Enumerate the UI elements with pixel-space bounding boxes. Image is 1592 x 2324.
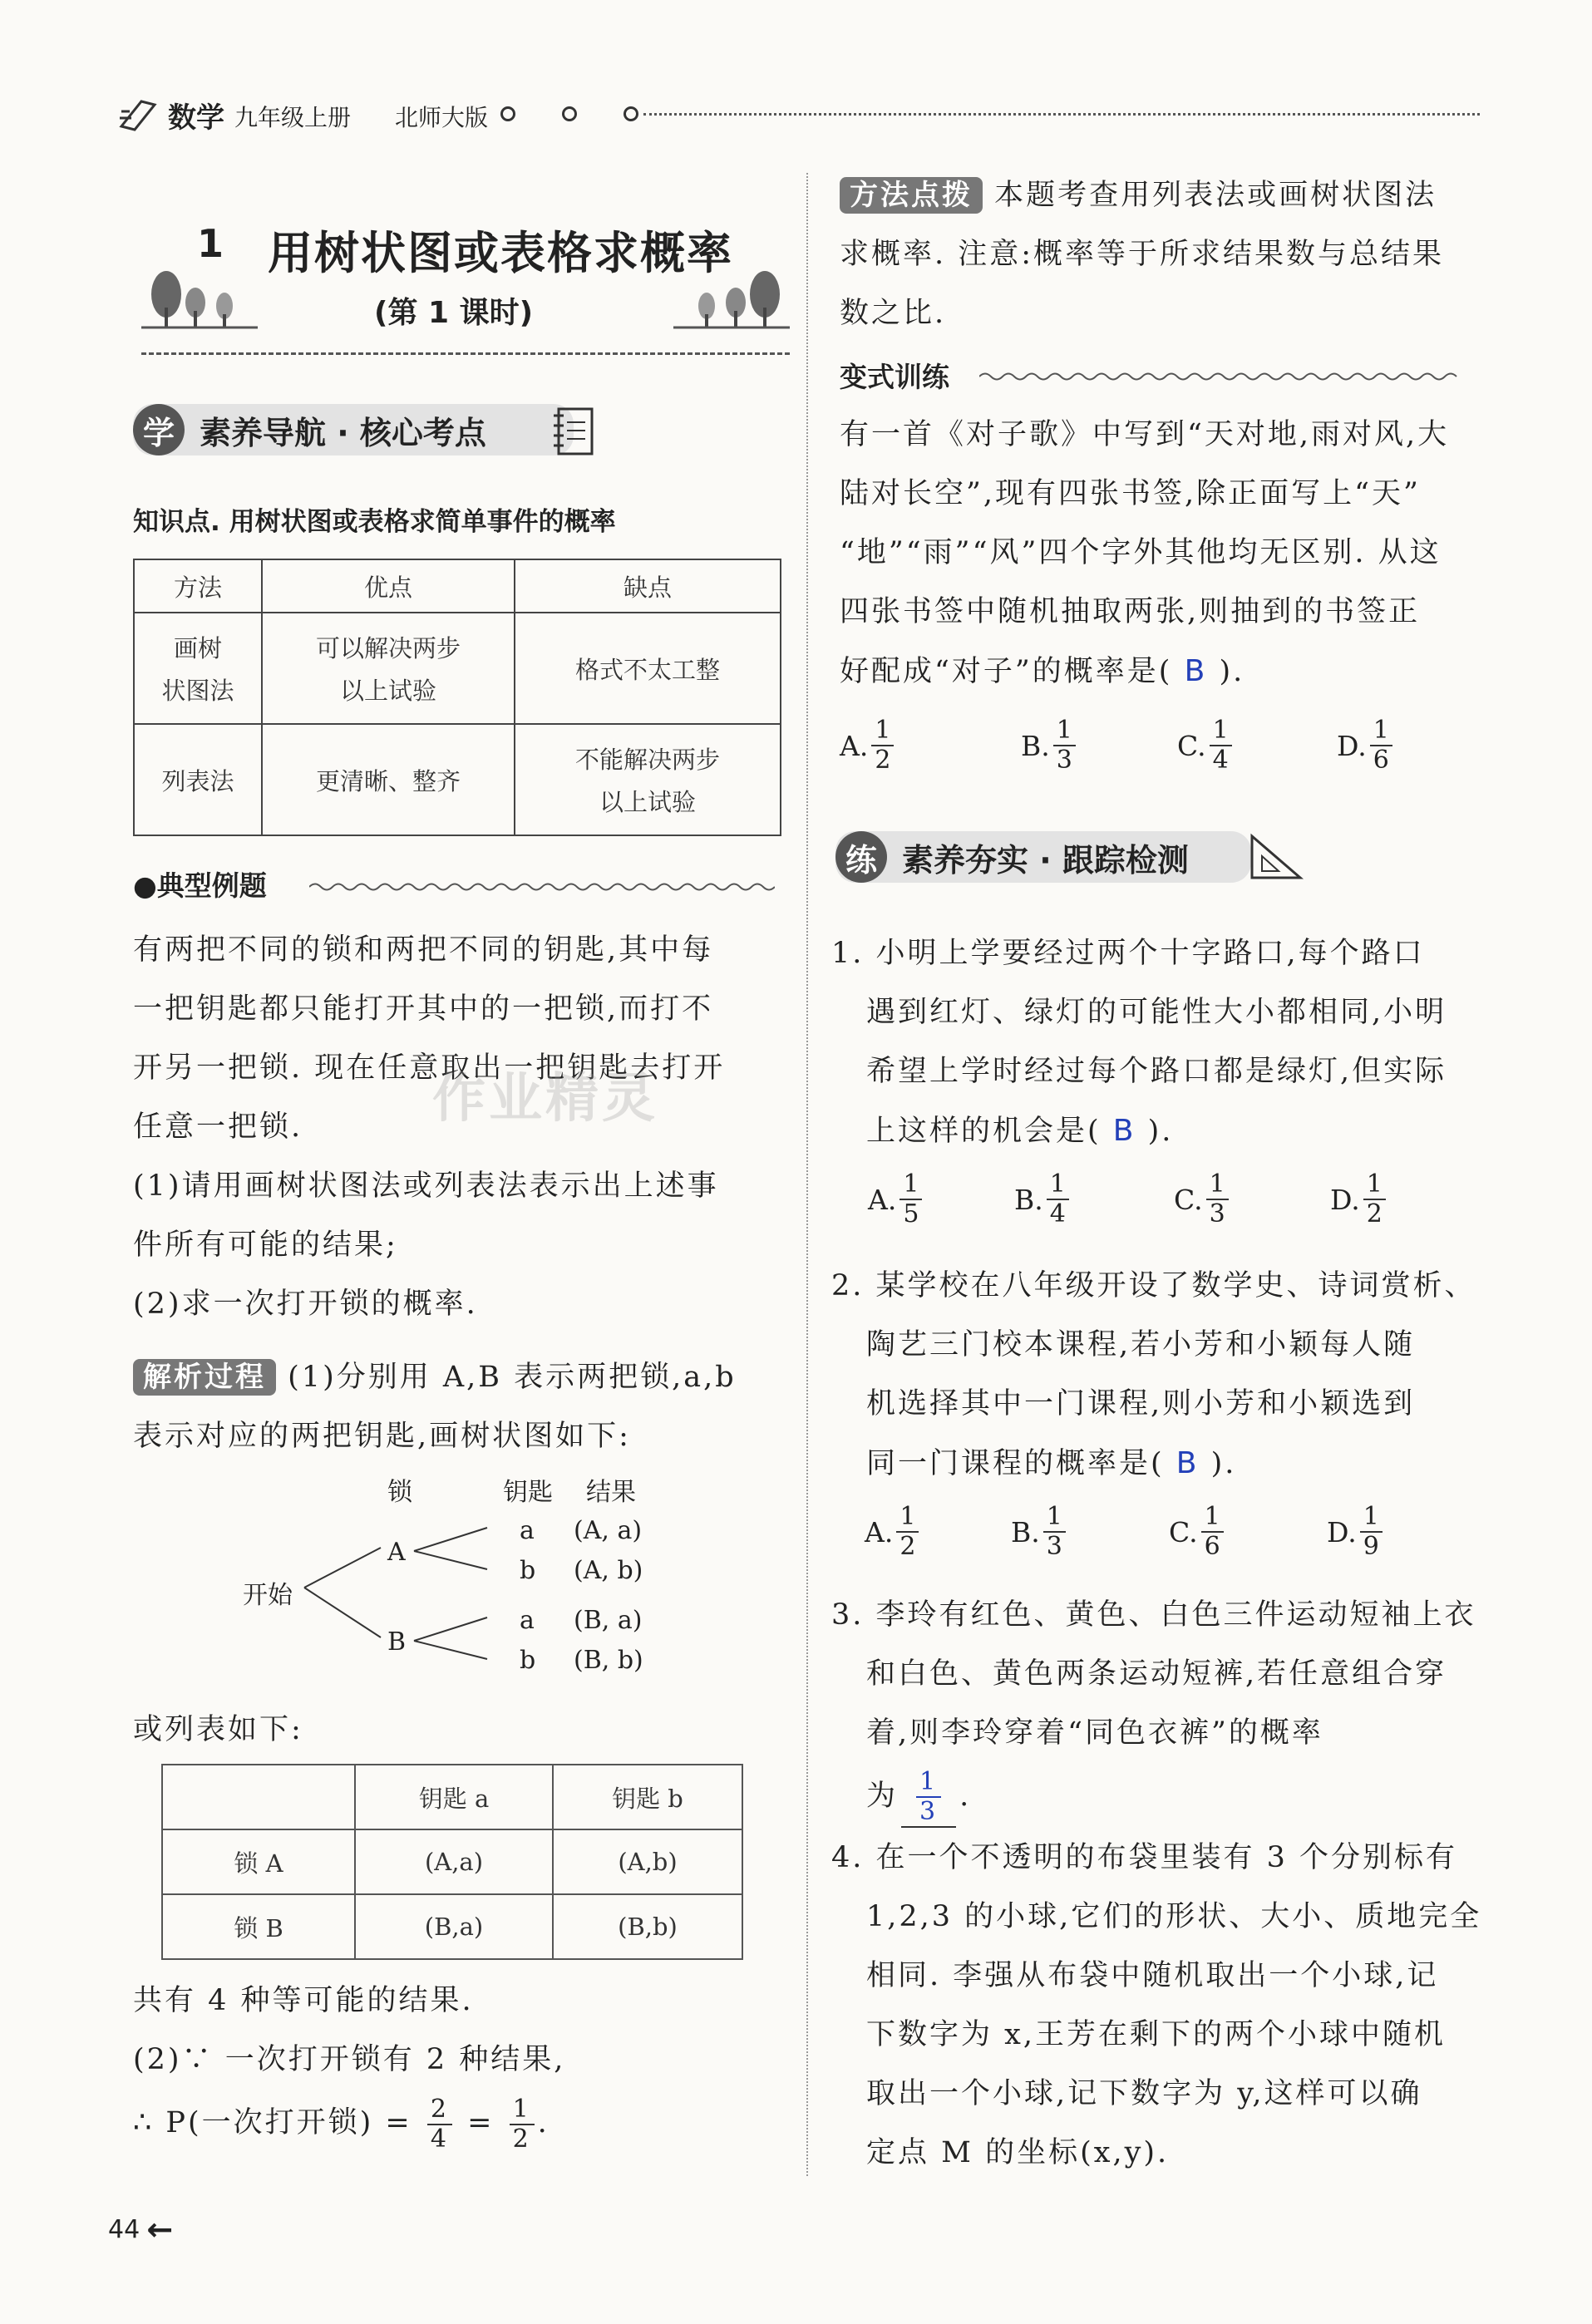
header-dot-icon — [562, 106, 577, 121]
section-label: 素养夯实 · 跟踪检测 — [902, 841, 1189, 879]
example-line: 开另一把锁. 现在任意取出一把钥匙去打开 — [133, 1051, 726, 1085]
tips-tag: 方法点拨 — [840, 177, 983, 214]
solution-block: 共有 4 种等可能的结果. (2)∵ 一次打开锁有 2 种结果, ∴ P(一次打开锁) = $\frac{2}{4}$ = $\frac{1}{2}$ . — [133, 1972, 790, 2156]
q1-options — [868, 1170, 1500, 1237]
analysis-block — [133, 1348, 790, 1466]
variant-heading: 变式训练 — [840, 361, 949, 393]
option: A. $\frac{1}{5}$ — [868, 1170, 925, 1228]
option: C. $\frac{1}{4}$ — [1177, 716, 1235, 775]
analysis-line: (1)分别用 A,B 表示两把锁,a,b — [288, 1361, 737, 1394]
option: D. $\frac{1}{2}$ — [1330, 1170, 1389, 1228]
lesson-period: (第 1 课时) — [374, 296, 534, 330]
tree-lock-b: B — [387, 1627, 407, 1657]
header-subject: 数学 — [168, 101, 224, 135]
table-header — [162, 1765, 355, 1829]
lesson-number: 1 — [197, 221, 224, 266]
table-header: 优点 — [262, 559, 515, 613]
example-line: (2)求一次打开锁的概率. — [133, 1288, 478, 1321]
table-header: 方法 — [134, 559, 262, 613]
example-line: 任意一把锁. — [133, 1110, 303, 1144]
example-line: (1)请用画树状图法或列表法表示出上述事 — [133, 1169, 719, 1203]
tree-key: a — [520, 1516, 535, 1545]
answer-text: B — [1184, 654, 1208, 688]
answer-text: B — [1176, 1446, 1200, 1480]
tree-result: (A, b) — [574, 1556, 643, 1585]
page-number: 44 — [108, 2214, 140, 2244]
tree-col-lock: 锁 — [387, 1478, 412, 1507]
tree-decoration-left-icon — [141, 264, 258, 334]
table-header: 钥匙 a — [355, 1765, 553, 1829]
tree-result: (B, b) — [574, 1646, 643, 1675]
example-line: 有两把不同的锁和两把不同的钥匙,其中每 — [133, 933, 714, 967]
solution-line: (2)∵ 一次打开锁有 2 种结果, — [133, 2043, 566, 2076]
question-2: 2. 某学校在八年级开设了数学史、诗词赏析、 陶艺三门校本课程,若小芳和小颖每人随 机选择其中一门课程,则小芳和小颖选到 同一门课程的概率是( B ). — [831, 1269, 1476, 1480]
example-heading: ●典型例题 — [133, 869, 267, 902]
section-label: 素养导航 · 核心考点 — [200, 414, 486, 451]
header-dot-icon — [623, 106, 638, 121]
wavy-rule — [979, 371, 1461, 382]
or-table-text: 或列表如下: — [133, 1713, 303, 1746]
footer — [108, 2211, 173, 2248]
analysis-line: 表示对应的两把钥匙,画树状图如下: — [133, 1420, 631, 1453]
header-edition: 北师大版 — [395, 104, 489, 131]
fraction: $\frac{2}{4}$ — [427, 2095, 452, 2154]
lesson-title: 用树状图或表格求概率 — [268, 227, 733, 279]
section-header-practice — [835, 831, 1251, 883]
header-dot-icon — [500, 106, 515, 121]
section-header-study — [133, 404, 574, 455]
q2-options — [865, 1503, 1496, 1569]
conclusion-text: ∴ P(一次打开锁) = — [133, 2106, 412, 2139]
solution-line: 共有 4 种等可能的结果. — [133, 1984, 474, 2017]
table-row: 锁 B (B,a) (B,b) — [162, 1894, 742, 1959]
result-table — [161, 1764, 743, 1960]
header-dotted-rule — [643, 113, 1480, 116]
tree-key: b — [520, 1556, 536, 1585]
arrow-left-icon: ← — [146, 2211, 174, 2248]
header — [116, 90, 1480, 140]
question-4: 4. 在一个不透明的布袋里装有 3 个分别标有 1,2,3 的小球,它们的形状、大小、质地完全 相同. 李强从布袋中随机取出一个小球,记 下数字为 x,王芳在剩下的两个小球中随机 取出一个小球,记下数字为 y,这样可以确 定点 M 的坐标(x,y). — [831, 1841, 1482, 2169]
header-grade: 九年级上册 — [234, 104, 352, 131]
tree-key: a — [520, 1606, 535, 1635]
table-row: 锁 A (A,a) (A,b) — [162, 1829, 742, 1894]
tree-diagram — [233, 1471, 698, 1704]
tree-result: (B, a) — [574, 1606, 643, 1635]
tree-col-result: 结果 — [586, 1478, 636, 1507]
option: B. $\frac{1}{3}$ — [1021, 716, 1079, 775]
option: C. $\frac{1}{3}$ — [1174, 1170, 1232, 1228]
tree-branches — [233, 1471, 698, 1704]
question-3: 3. 李玲有红色、黄色、白色三件运动短袖上衣 和白色、黄色两条运动短裤,若任意组合穿 着,则李玲穿着“同色衣裤”的概率 为 $\frac{1}{3}$ . — [831, 1598, 1476, 1826]
variant-body: 有一首《对子歌》中写到“天对地,雨对风,大 陆对长空”,现有四张书签,除正面写上“天” “地”“雨”“风”四个字外其他均无区别. 从这 四张书签中随机抽取两张,则抽到的书签正 好配成“对子”的概率是( B ). — [840, 418, 1450, 688]
notebook-icon — [549, 404, 599, 462]
knowledge-point: 知识点. 用树状图或表格求简单事件的概率 — [133, 507, 616, 537]
table-row: 画树 状图法 可以解决两步 以上试验 格式不太工整 — [134, 613, 781, 724]
variant-options — [840, 716, 1496, 783]
fraction: $\frac{1}{2}$ — [510, 2095, 535, 2154]
table-header: 钥匙 b — [553, 1765, 742, 1829]
tree-result: (A, a) — [574, 1516, 643, 1545]
option: B. $\frac{1}{3}$ — [1011, 1503, 1069, 1561]
example-line: 件所有可能的结果; — [133, 1228, 398, 1262]
answer-text: B — [1112, 1114, 1136, 1148]
triangle-ruler-icon — [1247, 831, 1305, 888]
wavy-rule — [309, 881, 775, 893]
option: A. $\frac{1}{2}$ — [865, 1503, 922, 1561]
example-line: 一把钥匙都只能打开其中的一把锁,而打不 — [133, 992, 714, 1026]
tips-block: 方法点拨 本题考查用列表法或画树状图法 求概率. 注意:概率等于所求结果数与总结果 数之比. — [840, 179, 1445, 330]
section-badge: 学 — [133, 404, 185, 455]
section-badge: 练 — [835, 831, 887, 883]
title-dashed-rule — [141, 352, 790, 355]
tree-root: 开始 — [243, 1581, 293, 1610]
tree-key: b — [520, 1646, 536, 1675]
method-table — [133, 559, 781, 836]
column-divider — [806, 173, 808, 2176]
analysis-tag: 解析过程 — [133, 1359, 276, 1396]
option: D. $\frac{1}{9}$ — [1327, 1503, 1386, 1561]
option: A. $\frac{1}{2}$ — [840, 716, 897, 775]
question-1: 1. 小明上学要经过两个十字路口,每个路口 遇到红灯、绿灯的可能性大小都相同,小明 希望上学时经过每个路口都是绿灯,但实际 上这样的机会是( B ). — [831, 937, 1447, 1148]
tree-lock-a: A — [387, 1538, 406, 1567]
answer-fraction: $\frac{1}{3}$ — [901, 1768, 956, 1828]
table-row: 列表法 更清晰、整齐 不能解决两步 以上试验 — [134, 724, 781, 835]
option: D. $\frac{1}{6}$ — [1337, 716, 1396, 775]
option: B. $\frac{1}{4}$ — [1014, 1170, 1072, 1228]
book-logo-icon — [116, 93, 160, 138]
option: C. $\frac{1}{6}$ — [1169, 1503, 1227, 1561]
watermark: 作业精灵 — [432, 1068, 658, 1130]
tree-col-key: 钥匙 — [503, 1478, 553, 1507]
table-header: 缺点 — [515, 559, 781, 613]
